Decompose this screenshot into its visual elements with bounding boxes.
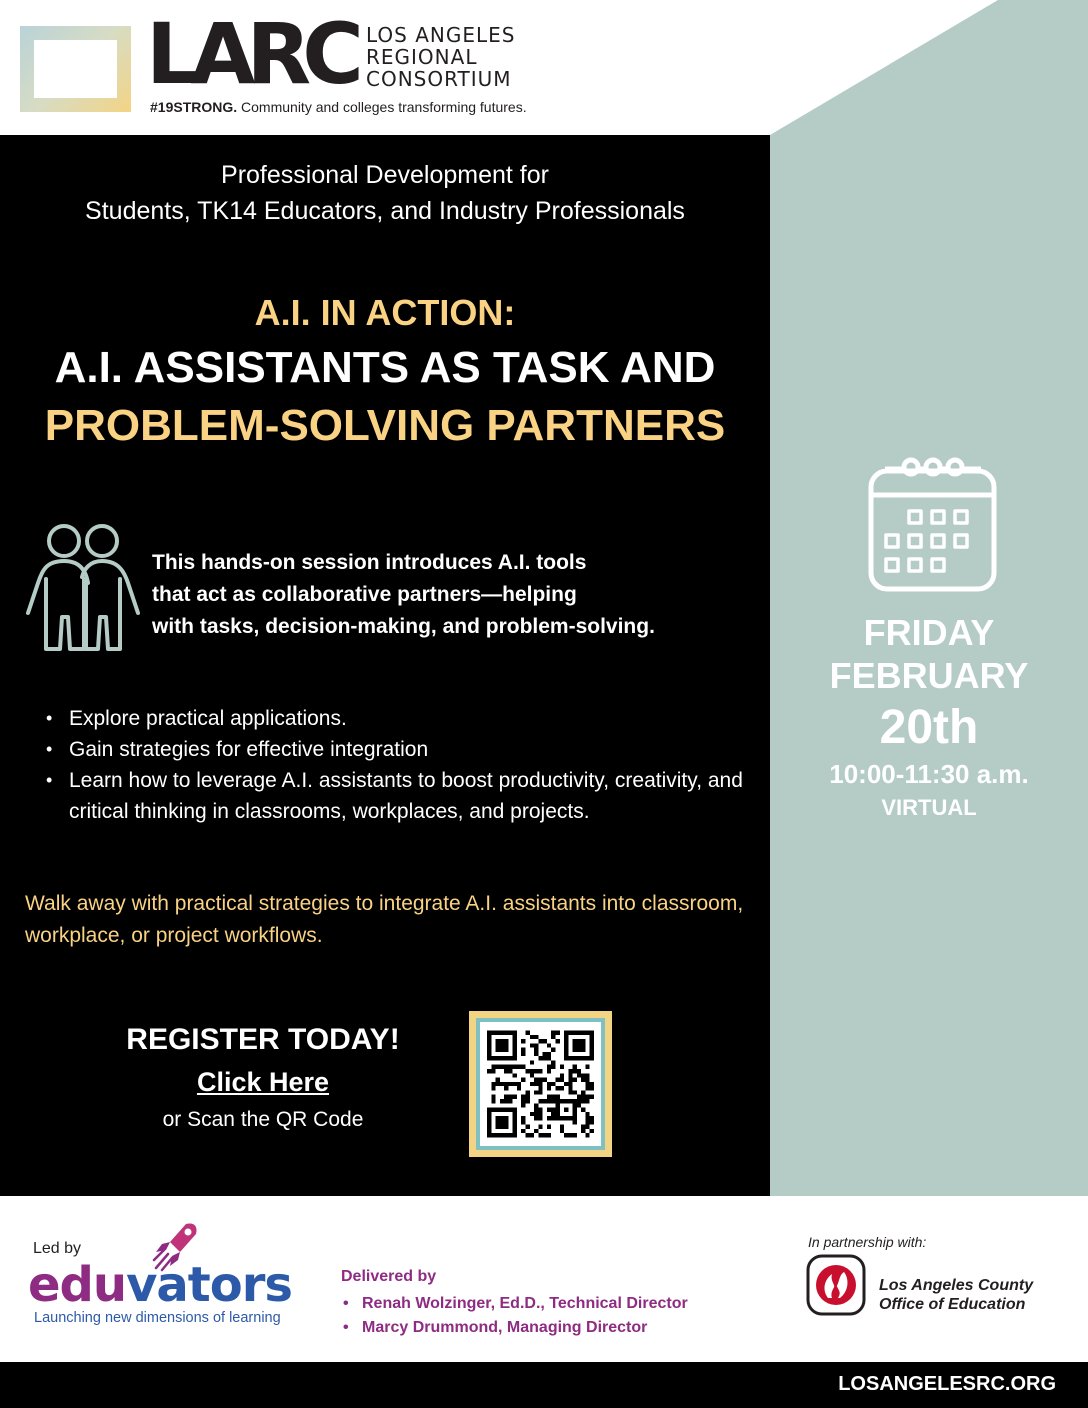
list-item: • Learn how to leverage A.I. assistants to boost productivity, creativity, and critical thinking in classrooms, workplaces, and projects. xyxy=(44,765,744,827)
list-item: • Explore practical applications. xyxy=(44,703,744,734)
event-mode: VIRTUAL xyxy=(881,795,977,820)
event-day: FRIDAY xyxy=(863,612,995,653)
led-by-label: Led by xyxy=(33,1240,82,1257)
lacoe-name: Los Angeles County Office of Education xyxy=(879,1277,1034,1313)
event-details-panel xyxy=(770,135,1088,1196)
larc-logo-square-inner xyxy=(34,40,117,98)
header-diagonal-accent xyxy=(770,0,1088,135)
people-icon xyxy=(24,521,142,653)
scan-qr-text: or Scan the QR Code xyxy=(162,1108,364,1131)
larc-org-name: LOS ANGELES REGIONAL CONSORTIUM xyxy=(366,23,516,91)
event-time: 10:00-11:30 a.m. xyxy=(829,759,1029,789)
walkaway-statement: Walk away with practical strategies to integrate A.I. assistants into classroom, workplace, or project workflows. xyxy=(25,892,744,947)
event-month: FEBRUARY xyxy=(829,655,1029,696)
register-heading: REGISTER TODAY! xyxy=(126,1023,400,1056)
calendar-icon xyxy=(865,453,1000,593)
list-item: • Gain strategies for effective integration xyxy=(44,734,744,765)
qr-code-pattern xyxy=(487,1029,594,1139)
event-date: 20th xyxy=(879,701,979,754)
lacoe-seal xyxy=(806,1254,866,1316)
title-line-2: A.I. ASSISTANTS AS TASK AND xyxy=(54,343,716,392)
audience-subtitle: Professional Development for Students, TK14 Educators, and Industry Professionals xyxy=(85,161,685,225)
qr-code[interactable] xyxy=(469,1011,612,1157)
eduvators-tagline: Launching new dimensions of learning xyxy=(34,1310,281,1326)
delivered-by-label: Delivered by xyxy=(341,1268,437,1285)
larc-tagline: #19STRONG. Community and colleges transforming futures. xyxy=(150,99,527,115)
register-block xyxy=(58,1023,468,1132)
header xyxy=(0,0,1088,135)
website-link[interactable]: LOSANGELESRC.ORG xyxy=(838,1373,1056,1395)
bottom-bar xyxy=(0,1362,1088,1408)
eduvators-logo: eduvators xyxy=(28,1257,292,1313)
presenter-list xyxy=(341,1292,688,1340)
main-panel xyxy=(0,135,770,1196)
register-link[interactable]: Click Here xyxy=(196,1067,330,1097)
partnership-label: In partnership with: xyxy=(808,1234,927,1250)
title-line-1: A.I. IN ACTION: xyxy=(254,292,516,333)
session-intro: This hands-on session introduces A.I. tools that act as collaborative partners—helping with tasks, decision-making, and problem-solving. xyxy=(152,551,655,638)
benefit-list xyxy=(44,703,744,827)
footer xyxy=(0,1196,1088,1362)
list-item: • Marcy Drummond, Managing Director xyxy=(341,1316,688,1340)
list-item: • Renah Wolzinger, Ed.D., Technical Director xyxy=(341,1292,688,1316)
title-line-3: PROBLEM-SOLVING PARTNERS xyxy=(44,401,726,450)
larc-logo-word: LARC xyxy=(146,5,355,103)
